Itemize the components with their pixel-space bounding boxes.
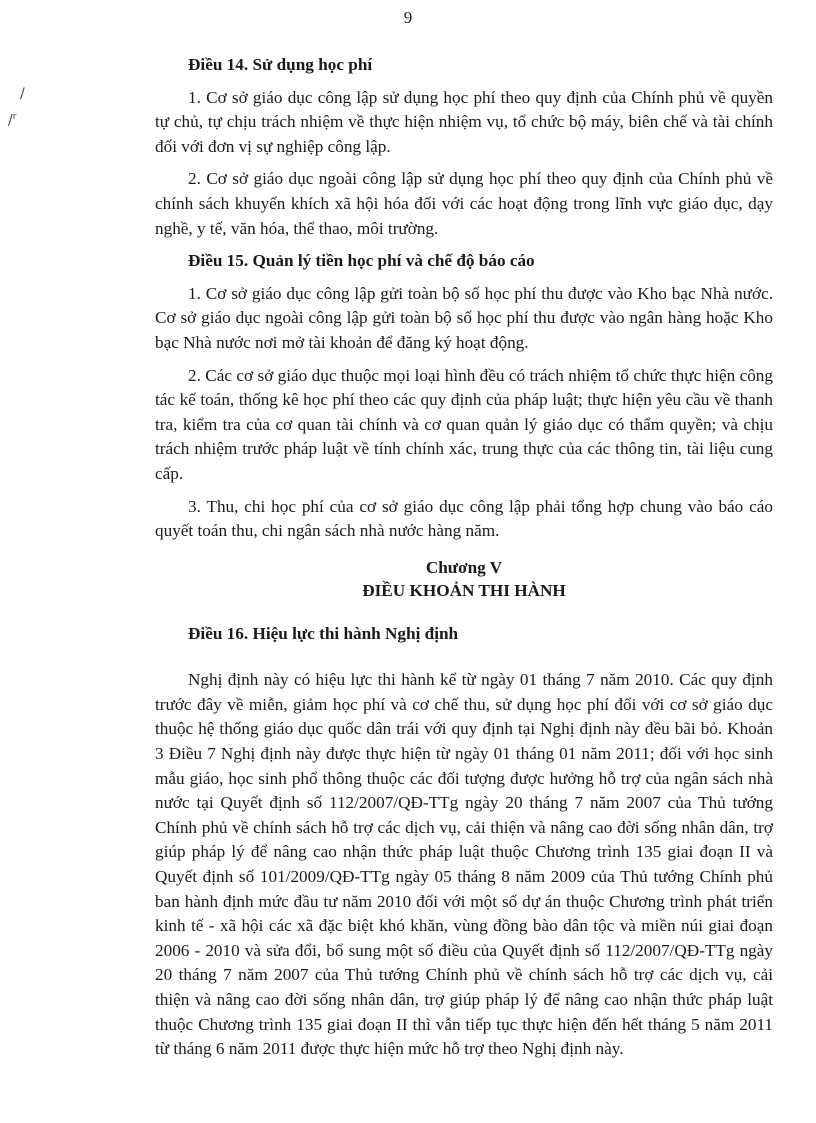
margin-scan-mark: /$^r$: [8, 112, 17, 129]
article-15-paragraph-3: 3. Thu, chi học phí của cơ sở giáo dục công lập phải tổng hợp chung vào báo cáo quyết toán thu, chi ngân sách nhà nước hàng năm.: [155, 496, 773, 541]
article-14: [155, 53, 773, 241]
article-15-title: Điều 15. Quản lý tiền học phí và chế độ báo cáo: [188, 251, 535, 271]
article-15-paragraph-1: 1. Cơ sở giáo dục công lập gửi toàn bộ số học phí thu được vào Kho bạc Nhà nước. Cơ sở giáo dục ngoài công lập gửi toàn bộ số học phí thu được vào ngân hàng hoặc Kho bạc Nhà nước nơi mở tài khoản để đăng ký hoạt động.: [155, 283, 773, 352]
article-14-title: Điều 14. Sử dụng học phí: [188, 55, 373, 74]
margin-scan-mark: /: [20, 86, 25, 102]
chapter-title: ĐIỀU KHOẢN THI HÀNH: [362, 580, 566, 600]
article-14-paragraph-2: 2. Cơ sở giáo dục ngoài công lập sử dụng học phí theo quy định của Chính phủ về chính sách khuyến khích xã hội hóa đối với các hoạt động trong lĩnh vực giáo dục, dạy nghề, y tế, văn hóa, thể thao, môi trường.: [155, 169, 773, 238]
article-15-paragraph-2: 2. Các cơ sở giáo dục thuộc mọi loại hình đều có trách nhiệm tổ chức thực hiện công tác kế toán, thống kê học phí theo các quy định của pháp luật; thực hiện yêu cầu về thanh tra, kiểm tra của cơ quan tài chính và cơ quan quản lý giáo dục có thẩm quyền; và chịu trách nhiệm trước pháp luật về tính chính xác, trung thực của các thông tin, tài liệu cung cấp.: [155, 365, 773, 483]
document-body: [155, 53, 773, 1070]
article-16-title: Điều 16. Hiệu lực thi hành Nghị định: [188, 623, 459, 643]
chapter-5: [155, 556, 773, 602]
article-14-paragraph-1: 1. Cơ sở giáo dục công lập sử dụng học phí theo quy định của Chính phủ về quyền tự chủ, tự chịu trách nhiệm về thực hiện nhiệm vụ, tổ chức bộ máy, biên chế và tài chính đối với đơn vị sự nghiệp công lập.: [155, 87, 773, 156]
page-number: 9: [403, 8, 413, 27]
article-15: [155, 249, 773, 544]
chapter-label: Chương V: [425, 557, 503, 577]
article-16: [155, 622, 773, 1062]
article-16-paragraph-1: Nghị định này có hiệu lực thi hành kể từ ngày 01 tháng 7 năm 2010. Các quy định trước đây về miễn, giảm học phí và cơ chế thu, sử dụng học phí đối với cơ sở giáo dục thuộc hệ thống giáo dục quốc dân trái với quy định tại Nghị định này đều bãi bỏ. Khoản 3 Điều 7 Nghị định này được thực hiện từ ngày 01 tháng 01 năm 2011; đối với học sinh mẫu giáo, học sinh phổ thông thuộc các đối tượng được hưởng hỗ trợ của ngân sách nhà nước tại Quyết định số 112/2007/QĐ-TTg ngày 20 tháng 7 năm 2007 của Thủ tướng Chính phủ về chính sách hỗ trợ các dịch vụ, cải thiện và nâng cao đời sống nhân dân, trợ giúp pháp lý để nâng cao nhận thức pháp luật thuộc Chương trình 135 giai đoạn II và Quyết định số 101/2009/QĐ-TTg ngày 05 tháng 8 năm 2009 của Thủ tướng Chính phủ ban hành định mức đầu tư năm 2010 đối với một số dự án thuộc Chương trình phát triển kinh tế - xã hội các xã đặc biệt khó khăn, vùng đồng bào dân tộc và miền núi giai đoạn 2006 - 2010 và sửa đổi, bổ sung một số điều của Quyết định số 112/2007/QĐ-TTg ngày 20 tháng 7 năm 2007 của Thủ tướng Chính phủ về chính sách hỗ trợ các dịch vụ, cải thiện và nâng cao đời sống nhân dân, trợ giúp pháp lý để nâng cao nhận thức pháp luật thuộc Chương trình 135 giai đoạn II thì vẫn tiếp tục thực hiện đến hết tháng 5 năm 2011 từ tháng 6 năm 2011 được thực hiện mức hỗ trợ theo Nghị định này.: [155, 670, 773, 1059]
